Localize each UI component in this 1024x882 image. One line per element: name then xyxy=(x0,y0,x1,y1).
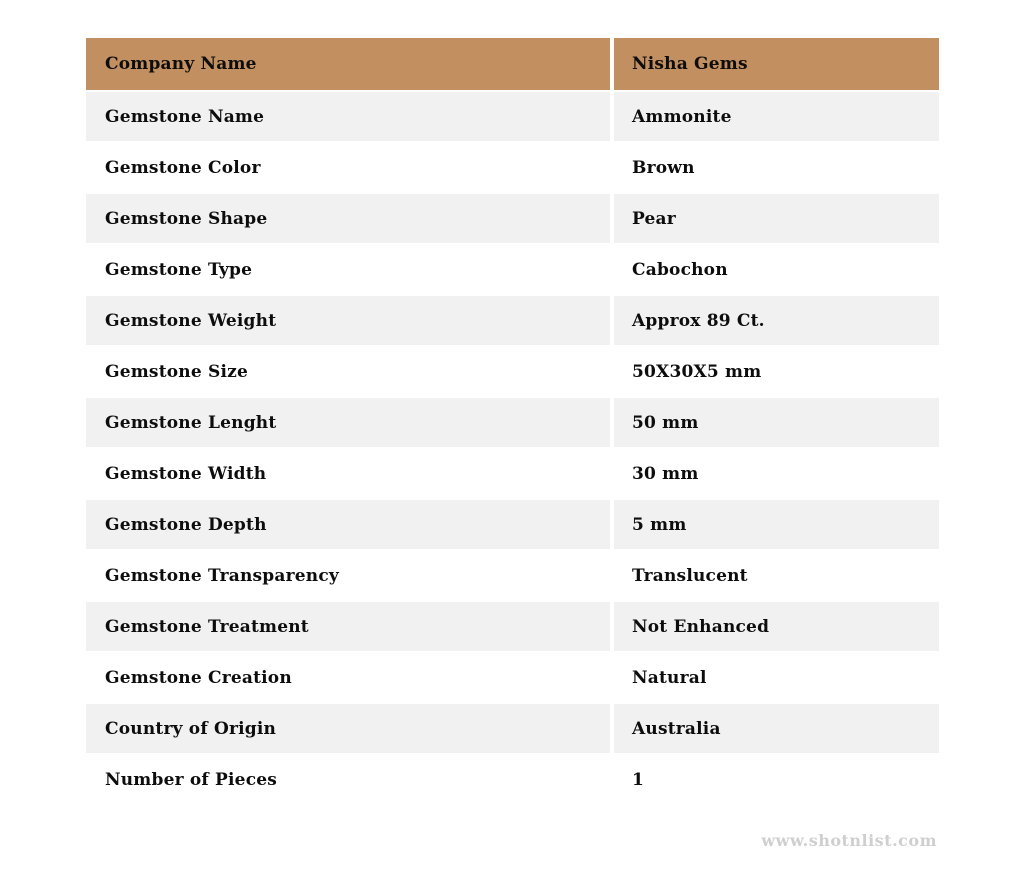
header-company-label: Company Name xyxy=(86,38,610,90)
table-row xyxy=(86,551,939,600)
row-label: Number of Pieces xyxy=(86,755,610,804)
row-value: Ammonite xyxy=(614,92,939,141)
row-value: Pear xyxy=(614,194,939,243)
table-header-row xyxy=(86,38,939,90)
table-row xyxy=(86,653,939,702)
row-value: 1 xyxy=(614,755,939,804)
row-label: Gemstone Name xyxy=(86,92,610,141)
row-value: 5 mm xyxy=(614,500,939,549)
row-label: Gemstone Depth xyxy=(86,500,610,549)
table-row xyxy=(86,602,939,651)
gemstone-spec-table xyxy=(86,38,939,806)
table-row xyxy=(86,296,939,345)
row-label: Country of Origin xyxy=(86,704,610,753)
table-row xyxy=(86,500,939,549)
row-value: Translucent xyxy=(614,551,939,600)
table-row xyxy=(86,245,939,294)
table-row xyxy=(86,755,939,804)
table-row xyxy=(86,92,939,141)
row-label: Gemstone Treatment xyxy=(86,602,610,651)
row-label: Gemstone Shape xyxy=(86,194,610,243)
row-value: Australia xyxy=(614,704,939,753)
table-body xyxy=(86,92,939,804)
row-value: 50X30X5 mm xyxy=(614,347,939,396)
row-label: Gemstone Weight xyxy=(86,296,610,345)
row-value: Approx 89 Ct. xyxy=(614,296,939,345)
row-label: Gemstone Lenght xyxy=(86,398,610,447)
table-row xyxy=(86,398,939,447)
row-label: Gemstone Width xyxy=(86,449,610,498)
table-row xyxy=(86,449,939,498)
row-value: 30 mm xyxy=(614,449,939,498)
row-value: Cabochon xyxy=(614,245,939,294)
row-label: Gemstone Transparency xyxy=(86,551,610,600)
row-label: Gemstone Type xyxy=(86,245,610,294)
table-row xyxy=(86,347,939,396)
table-row xyxy=(86,704,939,753)
row-label: Gemstone Creation xyxy=(86,653,610,702)
row-label: Gemstone Size xyxy=(86,347,610,396)
watermark-text: www.shotnlist.com xyxy=(761,831,937,850)
row-value: Not Enhanced xyxy=(614,602,939,651)
row-value: Natural xyxy=(614,653,939,702)
table-row xyxy=(86,143,939,192)
row-value: 50 mm xyxy=(614,398,939,447)
header-company-value: Nisha Gems xyxy=(614,38,939,90)
table-row xyxy=(86,194,939,243)
row-value: Brown xyxy=(614,143,939,192)
row-label: Gemstone Color xyxy=(86,143,610,192)
